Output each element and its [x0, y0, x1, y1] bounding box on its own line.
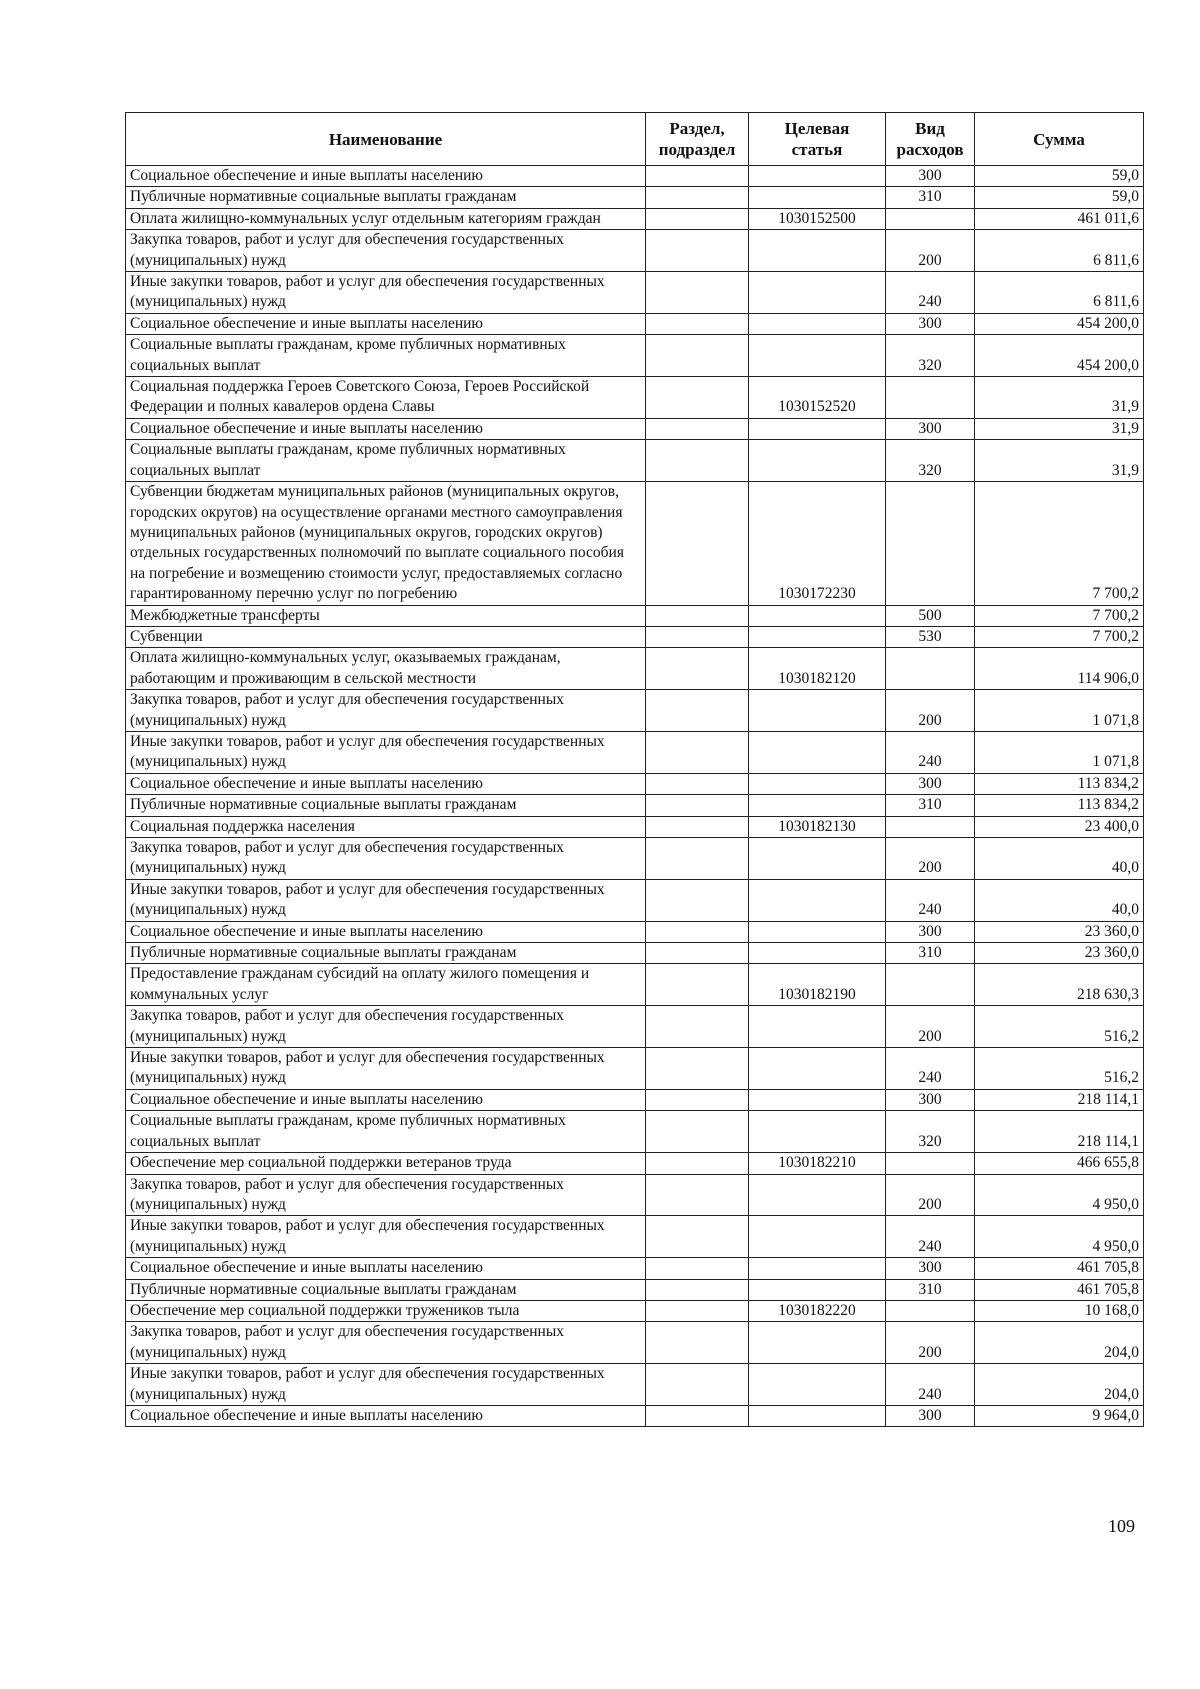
cell-vid — [886, 1153, 975, 1174]
cell-name: Закупка товаров, работ и услуг для обеспечения государственных (муниципальных) нужд — [126, 838, 646, 880]
cell-vid — [886, 816, 975, 837]
cell-celevaya — [749, 418, 886, 439]
cell-name: Социальное обеспечение и иные выплаты населению — [126, 418, 646, 439]
cell-vid: 300 — [886, 1405, 975, 1426]
cell-summa: 4 950,0 — [975, 1174, 1144, 1216]
cell-razdel — [646, 879, 749, 921]
cell-vid: 200 — [886, 690, 975, 732]
cell-name: Межбюджетные трансферты — [126, 605, 646, 626]
cell-summa: 7 700,2 — [975, 626, 1144, 647]
cell-name: Социальное обеспечение и иные выплаты населению — [126, 1258, 646, 1279]
cell-vid: 310 — [886, 943, 975, 964]
cell-summa: 23 400,0 — [975, 816, 1144, 837]
header-celevaya: Целевая статья — [749, 113, 886, 166]
cell-vid: 240 — [886, 1048, 975, 1090]
table-row — [126, 1405, 1144, 1426]
cell-summa: 31,9 — [975, 377, 1144, 419]
cell-summa: 113 834,2 — [975, 795, 1144, 816]
cell-vid: 300 — [886, 921, 975, 942]
page-number: 109 — [1108, 1516, 1135, 1536]
cell-celevaya — [749, 731, 886, 773]
cell-summa: 204,0 — [975, 1364, 1144, 1406]
table-row — [126, 1089, 1144, 1110]
table-row — [126, 230, 1144, 272]
cell-summa: 23 360,0 — [975, 943, 1144, 964]
cell-celevaya — [749, 1089, 886, 1110]
table-row — [126, 335, 1144, 377]
cell-summa: 218 114,1 — [975, 1111, 1144, 1153]
cell-name: Социальное обеспечение и иные выплаты населению — [126, 166, 646, 187]
cell-summa: 10 168,0 — [975, 1300, 1144, 1321]
cell-celevaya — [749, 690, 886, 732]
cell-vid: 240 — [886, 1216, 975, 1258]
table-row — [126, 1048, 1144, 1090]
cell-name: Публичные нормативные социальные выплаты гражданам — [126, 795, 646, 816]
cell-razdel — [646, 1405, 749, 1426]
cell-summa: 59,0 — [975, 166, 1144, 187]
cell-celevaya — [749, 1216, 886, 1258]
cell-summa: 7 700,2 — [975, 482, 1144, 605]
cell-name: Социальное обеспечение и иные выплаты населению — [126, 1405, 646, 1426]
cell-celevaya — [749, 1405, 886, 1426]
cell-vid — [886, 377, 975, 419]
cell-name: Иные закупки товаров, работ и услуг для обеспечения государственных (муниципальных) нужд — [126, 272, 646, 314]
table-row — [126, 943, 1144, 964]
cell-vid: 300 — [886, 166, 975, 187]
cell-vid — [886, 1300, 975, 1321]
cell-celevaya — [749, 272, 886, 314]
cell-name: Социальные выплаты гражданам, кроме публичных нормативных социальных выплат — [126, 335, 646, 377]
cell-name: Социальные выплаты гражданам, кроме публичных нормативных социальных выплат — [126, 1111, 646, 1153]
cell-razdel — [646, 1322, 749, 1364]
cell-razdel — [646, 1300, 749, 1321]
table-row — [126, 272, 1144, 314]
table-row — [126, 1006, 1144, 1048]
table-row — [126, 482, 1144, 605]
table-header — [126, 113, 1144, 166]
cell-name: Закупка товаров, работ и услуг для обеспечения государственных (муниципальных) нужд — [126, 1322, 646, 1364]
cell-celevaya — [749, 1279, 886, 1300]
cell-summa: 461 011,6 — [975, 208, 1144, 229]
cell-razdel — [646, 1153, 749, 1174]
cell-razdel — [646, 187, 749, 208]
cell-name: Закупка товаров, работ и услуг для обеспечения государственных (муниципальных) нужд — [126, 230, 646, 272]
cell-razdel — [646, 1279, 749, 1300]
cell-summa: 454 200,0 — [975, 313, 1144, 334]
table-row — [126, 605, 1144, 626]
cell-celevaya: 1030152500 — [749, 208, 886, 229]
table-body — [126, 166, 1144, 1427]
cell-name: Социальная поддержка Героев Советского Союза, Героев Российской Федерации и полных кавалеров ордена Славы — [126, 377, 646, 419]
table-row — [126, 879, 1144, 921]
cell-summa: 59,0 — [975, 187, 1144, 208]
cell-vid — [886, 648, 975, 690]
cell-vid: 310 — [886, 1279, 975, 1300]
cell-vid: 300 — [886, 773, 975, 794]
cell-celevaya — [749, 313, 886, 334]
cell-vid: 300 — [886, 1089, 975, 1110]
cell-razdel — [646, 313, 749, 334]
cell-name: Социальные выплаты гражданам, кроме публичных нормативных социальных выплат — [126, 440, 646, 482]
cell-summa: 1 071,8 — [975, 690, 1144, 732]
cell-razdel — [646, 816, 749, 837]
cell-summa: 461 705,8 — [975, 1258, 1144, 1279]
cell-summa: 461 705,8 — [975, 1279, 1144, 1300]
header-summa: Сумма — [975, 113, 1144, 166]
cell-razdel — [646, 1174, 749, 1216]
cell-vid — [886, 964, 975, 1006]
cell-summa: 6 811,6 — [975, 230, 1144, 272]
table-row — [126, 838, 1144, 880]
cell-name: Иные закупки товаров, работ и услуг для обеспечения государственных (муниципальных) нужд — [126, 1048, 646, 1090]
cell-celevaya — [749, 187, 886, 208]
cell-razdel — [646, 921, 749, 942]
cell-razdel — [646, 1089, 749, 1110]
cell-razdel — [646, 943, 749, 964]
cell-celevaya — [749, 1111, 886, 1153]
table-row — [126, 731, 1144, 773]
cell-name: Закупка товаров, работ и услуг для обеспечения государственных (муниципальных) нужд — [126, 1006, 646, 1048]
cell-celevaya — [749, 879, 886, 921]
cell-celevaya — [749, 335, 886, 377]
cell-razdel — [646, 731, 749, 773]
table-row — [126, 1216, 1144, 1258]
header-vid: Вид расходов — [886, 113, 975, 166]
cell-name: Обеспечение мер социальной поддержки тружеников тыла — [126, 1300, 646, 1321]
table-row — [126, 648, 1144, 690]
table-row — [126, 208, 1144, 229]
table-row — [126, 166, 1144, 187]
cell-name: Закупка товаров, работ и услуг для обеспечения государственных (муниципальных) нужд — [126, 690, 646, 732]
cell-summa: 454 200,0 — [975, 335, 1144, 377]
cell-razdel — [646, 230, 749, 272]
table-row — [126, 773, 1144, 794]
cell-razdel — [646, 1048, 749, 1090]
cell-celevaya — [749, 838, 886, 880]
table-row — [126, 1300, 1144, 1321]
cell-celevaya: 1030182130 — [749, 816, 886, 837]
table-row — [126, 377, 1144, 419]
budget-table — [125, 112, 1144, 1427]
cell-razdel — [646, 690, 749, 732]
cell-name: Оплата жилищно-коммунальных услуг отдельным категориям граждан — [126, 208, 646, 229]
cell-summa: 218 630,3 — [975, 964, 1144, 1006]
cell-vid: 200 — [886, 838, 975, 880]
cell-celevaya — [749, 1364, 886, 1406]
cell-vid — [886, 208, 975, 229]
cell-vid: 310 — [886, 795, 975, 816]
cell-celevaya — [749, 1006, 886, 1048]
cell-celevaya — [749, 795, 886, 816]
cell-celevaya: 1030182120 — [749, 648, 886, 690]
cell-name: Публичные нормативные социальные выплаты гражданам — [126, 943, 646, 964]
cell-vid: 320 — [886, 440, 975, 482]
table-row — [126, 1111, 1144, 1153]
cell-vid: 240 — [886, 731, 975, 773]
cell-vid: 240 — [886, 1364, 975, 1406]
cell-celevaya: 1030172230 — [749, 482, 886, 605]
cell-celevaya — [749, 921, 886, 942]
cell-summa: 23 360,0 — [975, 921, 1144, 942]
cell-vid: 300 — [886, 1258, 975, 1279]
cell-razdel — [646, 626, 749, 647]
cell-vid: 200 — [886, 230, 975, 272]
table-row — [126, 921, 1144, 942]
table-row — [126, 1322, 1144, 1364]
cell-celevaya — [749, 943, 886, 964]
cell-name: Социальное обеспечение и иные выплаты населению — [126, 1089, 646, 1110]
cell-name: Предоставление гражданам субсидий на оплату жилого помещения и коммунальных услуг — [126, 964, 646, 1006]
cell-summa: 7 700,2 — [975, 605, 1144, 626]
table-row — [126, 1258, 1144, 1279]
cell-razdel — [646, 773, 749, 794]
cell-name: Публичные нормативные социальные выплаты гражданам — [126, 1279, 646, 1300]
cell-vid: 200 — [886, 1174, 975, 1216]
header-name: Наименование — [126, 113, 646, 166]
cell-summa: 31,9 — [975, 418, 1144, 439]
cell-celevaya — [749, 440, 886, 482]
cell-name: Иные закупки товаров, работ и услуг для обеспечения государственных (муниципальных) нужд — [126, 1364, 646, 1406]
cell-name: Закупка товаров, работ и услуг для обеспечения государственных (муниципальных) нужд — [126, 1174, 646, 1216]
cell-razdel — [646, 964, 749, 1006]
cell-summa: 40,0 — [975, 838, 1144, 880]
table-row — [126, 795, 1144, 816]
cell-summa: 114 906,0 — [975, 648, 1144, 690]
cell-razdel — [646, 166, 749, 187]
table-row — [126, 418, 1144, 439]
cell-razdel — [646, 838, 749, 880]
cell-celevaya — [749, 773, 886, 794]
cell-razdel — [646, 440, 749, 482]
cell-summa: 218 114,1 — [975, 1089, 1144, 1110]
table-row — [126, 440, 1144, 482]
table-row — [126, 187, 1144, 208]
cell-vid: 300 — [886, 313, 975, 334]
cell-name: Оплата жилищно-коммунальных услуг, оказываемых гражданам, работающим и проживающим в сельской местности — [126, 648, 646, 690]
cell-summa: 9 964,0 — [975, 1405, 1144, 1426]
table-row — [126, 626, 1144, 647]
cell-vid: 500 — [886, 605, 975, 626]
cell-razdel — [646, 377, 749, 419]
cell-summa: 466 655,8 — [975, 1153, 1144, 1174]
cell-celevaya — [749, 1258, 886, 1279]
cell-name: Субвенции бюджетам муниципальных районов (муниципальных округов, городских округов) на осуществление органами местного самоуправления муниципальных районов (муниципальных округов, городских округов) отдельных государственных полномочий по выплате социального пособия на погребение и возмещению стоимости услуг, предоставляемых согласно гарантированному перечню услуг по погребению — [126, 482, 646, 605]
cell-name: Публичные нормативные социальные выплаты гражданам — [126, 187, 646, 208]
cell-celevaya — [749, 230, 886, 272]
cell-razdel — [646, 335, 749, 377]
cell-vid: 310 — [886, 187, 975, 208]
cell-name: Социальное обеспечение и иные выплаты населению — [126, 313, 646, 334]
cell-name: Социальное обеспечение и иные выплаты населению — [126, 773, 646, 794]
cell-vid: 240 — [886, 272, 975, 314]
cell-razdel — [646, 1111, 749, 1153]
cell-celevaya — [749, 1322, 886, 1364]
table-row — [126, 1153, 1144, 1174]
cell-razdel — [646, 795, 749, 816]
cell-vid: 530 — [886, 626, 975, 647]
cell-name: Обеспечение мер социальной поддержки ветеранов труда — [126, 1153, 646, 1174]
cell-summa: 516,2 — [975, 1048, 1144, 1090]
cell-name: Иные закупки товаров, работ и услуг для обеспечения государственных (муниципальных) нужд — [126, 731, 646, 773]
cell-razdel — [646, 1006, 749, 1048]
cell-vid: 320 — [886, 1111, 975, 1153]
cell-celevaya — [749, 1174, 886, 1216]
table-row — [126, 313, 1144, 334]
cell-razdel — [646, 1364, 749, 1406]
cell-celevaya — [749, 1048, 886, 1090]
table-row — [126, 690, 1144, 732]
table-row — [126, 1279, 1144, 1300]
cell-summa: 40,0 — [975, 879, 1144, 921]
cell-name: Субвенции — [126, 626, 646, 647]
cell-vid: 240 — [886, 879, 975, 921]
cell-vid: 320 — [886, 335, 975, 377]
cell-celevaya: 1030182190 — [749, 964, 886, 1006]
cell-name: Социальное обеспечение и иные выплаты населению — [126, 921, 646, 942]
cell-summa: 204,0 — [975, 1322, 1144, 1364]
cell-summa: 31,9 — [975, 440, 1144, 482]
cell-summa: 4 950,0 — [975, 1216, 1144, 1258]
cell-summa: 113 834,2 — [975, 773, 1144, 794]
cell-vid: 300 — [886, 418, 975, 439]
cell-name: Иные закупки товаров, работ и услуг для обеспечения государственных (муниципальных) нужд — [126, 1216, 646, 1258]
cell-razdel — [646, 418, 749, 439]
cell-vid — [886, 482, 975, 605]
table-row — [126, 1364, 1144, 1406]
cell-celevaya: 1030152520 — [749, 377, 886, 419]
cell-name: Социальная поддержка населения — [126, 816, 646, 837]
cell-summa: 516,2 — [975, 1006, 1144, 1048]
header-row — [126, 113, 1144, 166]
cell-vid: 200 — [886, 1006, 975, 1048]
table-row — [126, 816, 1144, 837]
header-razdel: Раздел, подраздел — [646, 113, 749, 166]
cell-celevaya — [749, 605, 886, 626]
cell-celevaya — [749, 626, 886, 647]
cell-razdel — [646, 605, 749, 626]
cell-name: Иные закупки товаров, работ и услуг для обеспечения государственных (муниципальных) нужд — [126, 879, 646, 921]
cell-razdel — [646, 482, 749, 605]
cell-summa: 6 811,6 — [975, 272, 1144, 314]
cell-razdel — [646, 208, 749, 229]
table-row — [126, 1174, 1144, 1216]
cell-vid: 200 — [886, 1322, 975, 1364]
cell-summa: 1 071,8 — [975, 731, 1144, 773]
cell-celevaya: 1030182210 — [749, 1153, 886, 1174]
cell-razdel — [646, 1216, 749, 1258]
cell-celevaya — [749, 166, 886, 187]
cell-celevaya: 1030182220 — [749, 1300, 886, 1321]
cell-razdel — [646, 648, 749, 690]
table-row — [126, 964, 1144, 1006]
cell-razdel — [646, 1258, 749, 1279]
cell-razdel — [646, 272, 749, 314]
